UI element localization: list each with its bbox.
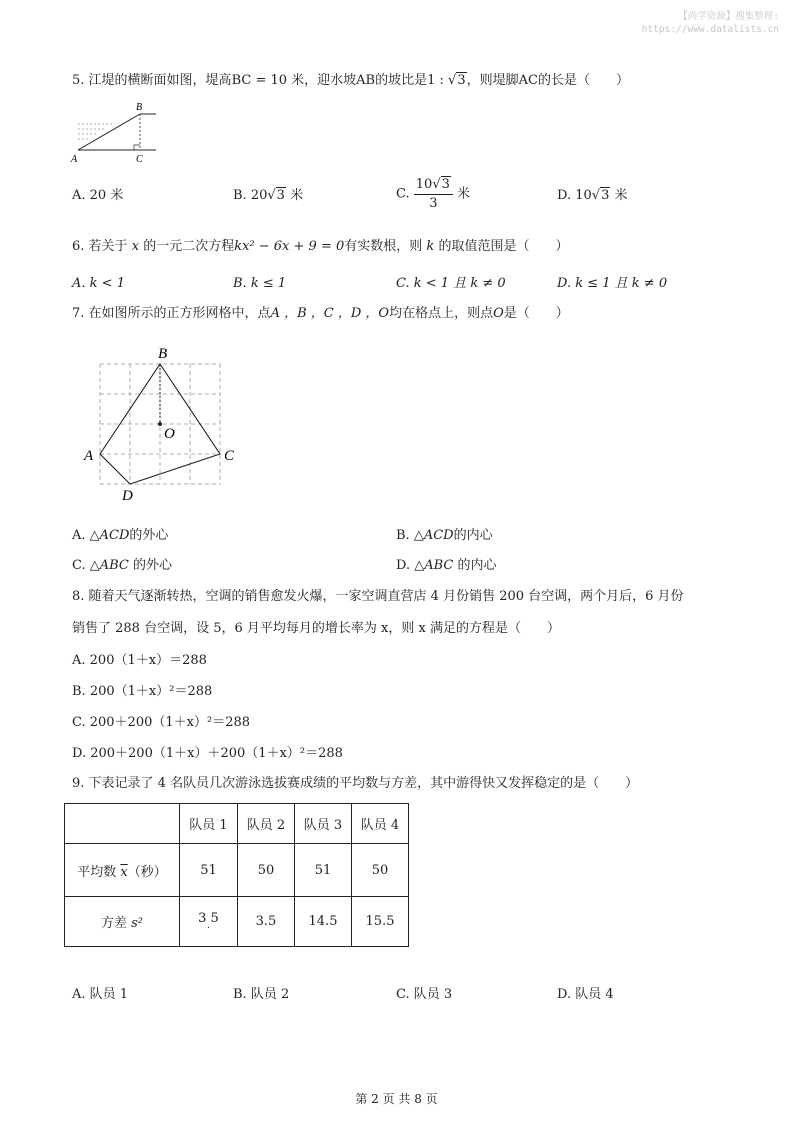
table-cell: 51: [180, 844, 238, 897]
q8-option-b[interactable]: B. 200（1＋x）²＝288: [72, 684, 213, 699]
row-label-variance: 方差 s²: [65, 897, 180, 947]
table-cell: 14.5: [295, 897, 352, 947]
q5-option-b[interactable]: B. 20√3 米: [233, 188, 304, 203]
q5-option-d[interactable]: D. 10√3 米: [557, 188, 628, 203]
watermark: [642, 10, 779, 36]
table-cell: 50: [238, 844, 295, 897]
q5-embankment-diagram: [68, 100, 168, 166]
q9-stem: 9. 下表记录了 4 名队员几次游泳选拔赛成绩的平均数与方差，其中游得快又发挥稳定的是（ ）: [72, 776, 639, 791]
q7-label-a: A: [84, 448, 94, 464]
q8-stem-line2: 销售了 288 台空调，设 5，6 月平均每月的增长率为 x，则 x 满足的方程是（ ）: [72, 621, 560, 636]
watermark-line1: 【尚学资源】搜集整理:: [678, 11, 779, 22]
q7-label-o: O: [164, 426, 175, 442]
q6-option-c[interactable]: C. k < 1 且 k ≠ 0: [396, 276, 506, 291]
q7-grid-diagram: [82, 340, 252, 506]
table-cell: 51: [295, 844, 352, 897]
q7-label-b: B: [158, 346, 168, 362]
table-cell: 15.5: [352, 897, 409, 947]
q9-option-d[interactable]: D. 队员 4: [557, 987, 614, 1002]
table-header-cell: 队员 2: [238, 804, 295, 844]
table-header-cell: 队员 1: [180, 804, 238, 844]
q8-option-d[interactable]: D. 200＋200（1＋x）＋200（1＋x）²＝288: [72, 746, 343, 761]
q7-option-b[interactable]: B. △ACD的内心: [396, 528, 493, 543]
q6-option-a[interactable]: A. k < 1: [72, 276, 125, 291]
row-label-mean: 平均数 $\overline{x}$（秒）: [65, 844, 180, 897]
q7-label-d: D: [122, 488, 133, 504]
q6-number: 6.: [72, 239, 85, 254]
q6-option-d[interactable]: D. k ≤ 1 且 k ≠ 0: [557, 276, 668, 291]
table-header-cell: 队员 4: [352, 804, 409, 844]
q9-score-table: [64, 803, 409, 947]
q5-label-a: A: [71, 154, 78, 165]
q6-option-b[interactable]: B. k ≤ 1: [233, 276, 287, 291]
q7-stem: 7. 在如图所示的正方形网格中，点A ，B ，C ，D ，O均在格点上，则点O是（ ）: [72, 306, 569, 321]
q5-stem: 5. 江堤的横断面如图，堤高BC = 10 米，迎水坡AB的坡比是1 : √3，则堤脚AC的长是（ ）: [72, 73, 629, 88]
q7-option-a[interactable]: A. △ACD的外心: [72, 528, 169, 543]
watermark-line2: https://www.datalists.cn: [641, 24, 779, 35]
q8-option-a[interactable]: A. 200（1＋x）＝288: [72, 653, 207, 668]
q5-option-a[interactable]: A. 20 米: [72, 188, 124, 203]
table-row-mean: [65, 844, 409, 897]
q7-option-c[interactable]: C. △ABC 的外心: [72, 558, 173, 573]
q5-option-c[interactable]: C. $\frac{10√3}{3}$ 米: [396, 177, 471, 211]
q7-label-c: C: [224, 448, 235, 464]
q9-option-c[interactable]: C. 队员 3: [396, 987, 453, 1002]
q9-option-a[interactable]: A. 队员 1: [72, 987, 129, 1002]
q8-option-c[interactable]: C. 200＋200（1＋x）²＝288: [72, 715, 251, 730]
q7-option-d[interactable]: D. △ABC 的内心: [396, 558, 497, 573]
q7-number: 7.: [72, 306, 85, 321]
q5-label-c: C: [136, 154, 143, 165]
table-header-cell: 队员 3: [295, 804, 352, 844]
q6-equation: kx² − 6x + 9 = 0: [234, 239, 345, 254]
table-row-variance: [65, 897, 409, 947]
q9-option-b[interactable]: B. 队员 2: [233, 987, 290, 1002]
table-cell: 50: [352, 844, 409, 897]
table-header-row: [65, 804, 409, 844]
table-cell: 3 5 ·: [180, 897, 238, 947]
table-cell: 3.5: [238, 897, 295, 947]
q5-label-b: B: [136, 102, 143, 113]
q5-option-c-fraction: $\frac{10√3}{3}$: [414, 176, 453, 213]
table-header-cell: [65, 804, 180, 844]
q8-stem-line1: 8. 随着天气逐渐转热，空调的销售愈发火爆，一家空调直营店 4 月份销售 200 台空调，两个月后，6 月份: [72, 589, 684, 604]
q6-stem: 6. 若关于 x 的一元二次方程kx² − 6x + 9 = 0有实数根，则 k 的取值范围是（ ）: [72, 239, 569, 254]
q5-number: 5.: [72, 73, 85, 88]
page-footer: 第 2 页 共 8 页: [355, 1092, 438, 1106]
